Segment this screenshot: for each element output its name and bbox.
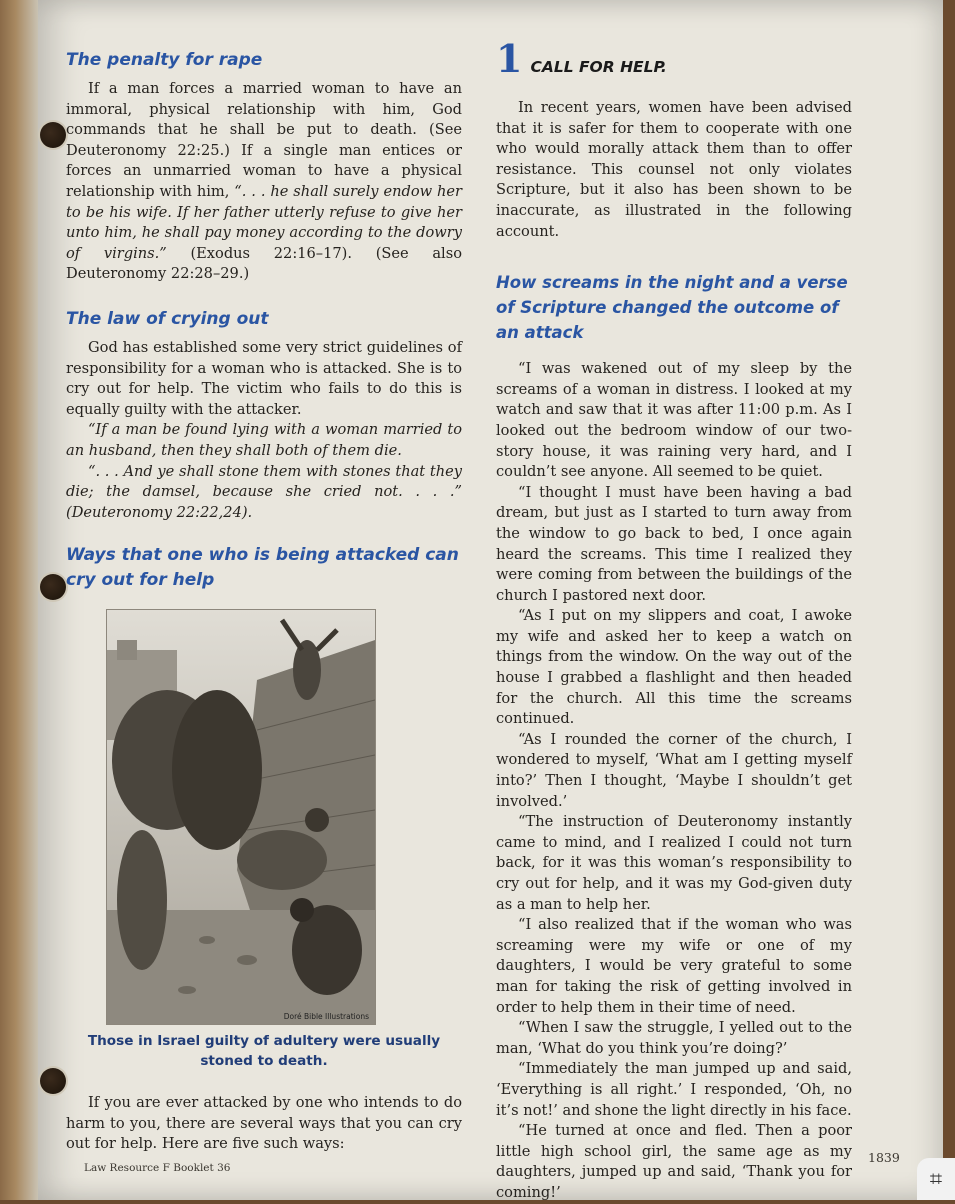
scripture-quote-2 bbox=[66, 462, 462, 524]
section-number: 1 bbox=[496, 40, 522, 78]
scroll-capture-icon: ⌗ bbox=[930, 1167, 942, 1192]
engraving-illustration bbox=[106, 609, 376, 1025]
section-title: CALL FOR HELP. bbox=[530, 58, 666, 76]
scroll-capture-button[interactable] bbox=[917, 1158, 955, 1200]
paragraph-law: God has established some very strict guidelines of responsibility for a woman who is attacked. She is to cry out for help. The victim who fails to do this is equally guilty with the attacker. bbox=[66, 338, 462, 420]
left-column bbox=[66, 48, 462, 1155]
heading-penalty-for-rape: The penalty for rape bbox=[66, 48, 462, 73]
heading-law-of-crying-out: The law of crying out bbox=[66, 307, 462, 332]
penalty-scripture-quote: “. . . he shall surely endow her to be his wife. If her father utterly refuse to give her unto him, he shall pay money according to the dowry of virgins.” bbox=[66, 183, 462, 262]
scripture-quote-1 bbox=[66, 420, 462, 461]
paragraph-ways: If you are ever attacked by one who intends to do harm to you, there are several ways that you can cry out for help. Here are five such ways: bbox=[66, 1093, 462, 1155]
page-number: 1839 bbox=[868, 1150, 900, 1165]
scripture-quote-2-text: “. . . And ye shall stone them with stones that they die; the damsel, because she cried not. . . .” (Deuteronomy 22:22,24). bbox=[66, 463, 462, 521]
section-header bbox=[496, 40, 852, 78]
story-paragraph: “The instruction of Deuteronomy instantly came to mind, and I realized I could not turn back, for it was this woman’s responsibility to cry out for help, and it was my God-given duty as a man to help her. bbox=[496, 812, 852, 915]
binder-hole-icon bbox=[40, 1068, 66, 1094]
binder-edge bbox=[0, 0, 38, 1200]
figure-caption: Those in Israel guilty of adultery were usually stoned to death. bbox=[66, 1031, 462, 1071]
heading-ways-to-cry-out: Ways that one who is being attacked can cry out for help bbox=[66, 543, 462, 593]
paragraph-penalty bbox=[66, 79, 462, 285]
story-paragraph: “When I saw the struggle, I yelled out to the man, ‘What do you think you’re doing?’ bbox=[496, 1018, 852, 1059]
story-paragraph: “I thought I must have been having a bad dream, but just as I started to turn away from the window to go back to bed, I once again heard the screams. This time I realized they were coming from between the buildings of the church I pastored next door. bbox=[496, 483, 852, 607]
stoning-engraving-image bbox=[107, 610, 375, 1024]
heading-screams-in-the-night: How screams in the night and a verse of Scripture changed the outcome of an attack bbox=[496, 270, 852, 345]
scripture-quote-1-text: “If a man be found lying with a woman married to an husband, then they shall both of them die. bbox=[66, 421, 462, 459]
story-paragraph: “I also realized that if the woman who was screaming were my wife or one of my daughters, I would be very grateful to some man for taking the risk of getting involved in order to help them in their time of need. bbox=[496, 915, 852, 1018]
story-paragraph: “As I put on my slippers and coat, I awoke my wife and asked her to keep a watch on things from the window. On the way out of the house I grabbed a flashlight and then headed for the church. All this time the screams continued. bbox=[496, 606, 852, 730]
story-paragraph: “Immediately the man jumped up and said, ‘Everything is all right.’ I responded, ‘Oh, no it’s not!’ and shone the light directly in his face. bbox=[496, 1059, 852, 1121]
binder-hole-icon bbox=[40, 122, 66, 148]
penalty-text-1: If a man forces a married woman to have an immoral, physical relationship with him, God commands that he shall be put to death. (See Deuteronomy 22:25.) If a single man entices or forces an unmarried woman to have a physical relationship with him, bbox=[66, 80, 462, 200]
right-column bbox=[496, 40, 852, 1204]
paragraph-intro: In recent years, women have been advised that it is safer for them to cooperate with one who would morally attack them than to offer resistance. This counsel not only violates Scripture, but it also has been shown to be inaccurate, as illustrated in the following account. bbox=[496, 98, 852, 242]
figure-credit: Doré Bible Illustrations bbox=[284, 1012, 369, 1021]
story-paragraph: “He turned at once and fled. Then a poor little high school girl, the same age as my daughters, jumped up and said, ‘Thank you for coming!’ bbox=[496, 1121, 852, 1203]
penalty-text-2: (Exodus 22:16–17). (See also Deuteronomy 22:28–29.) bbox=[66, 245, 462, 283]
footer-booklet-label: Law Resource F Booklet 36 bbox=[84, 1162, 230, 1174]
story-paragraph: “As I rounded the corner of the church, I wondered to myself, ‘What am I getting myself into?’ Then I thought, ‘Maybe I shouldn’t get involved.’ bbox=[496, 730, 852, 812]
story-paragraph: “I was wakened out of my sleep by the screams of a woman in distress. I looked at my watch and saw that it was after 11:00 p.m. As I looked out the bedroom window of our two-story house, it was raining very hard, and I couldn’t see anyone. All seemed to be quiet. bbox=[496, 359, 852, 483]
binder-hole-icon bbox=[40, 574, 66, 600]
story-paragraphs bbox=[496, 359, 852, 1203]
